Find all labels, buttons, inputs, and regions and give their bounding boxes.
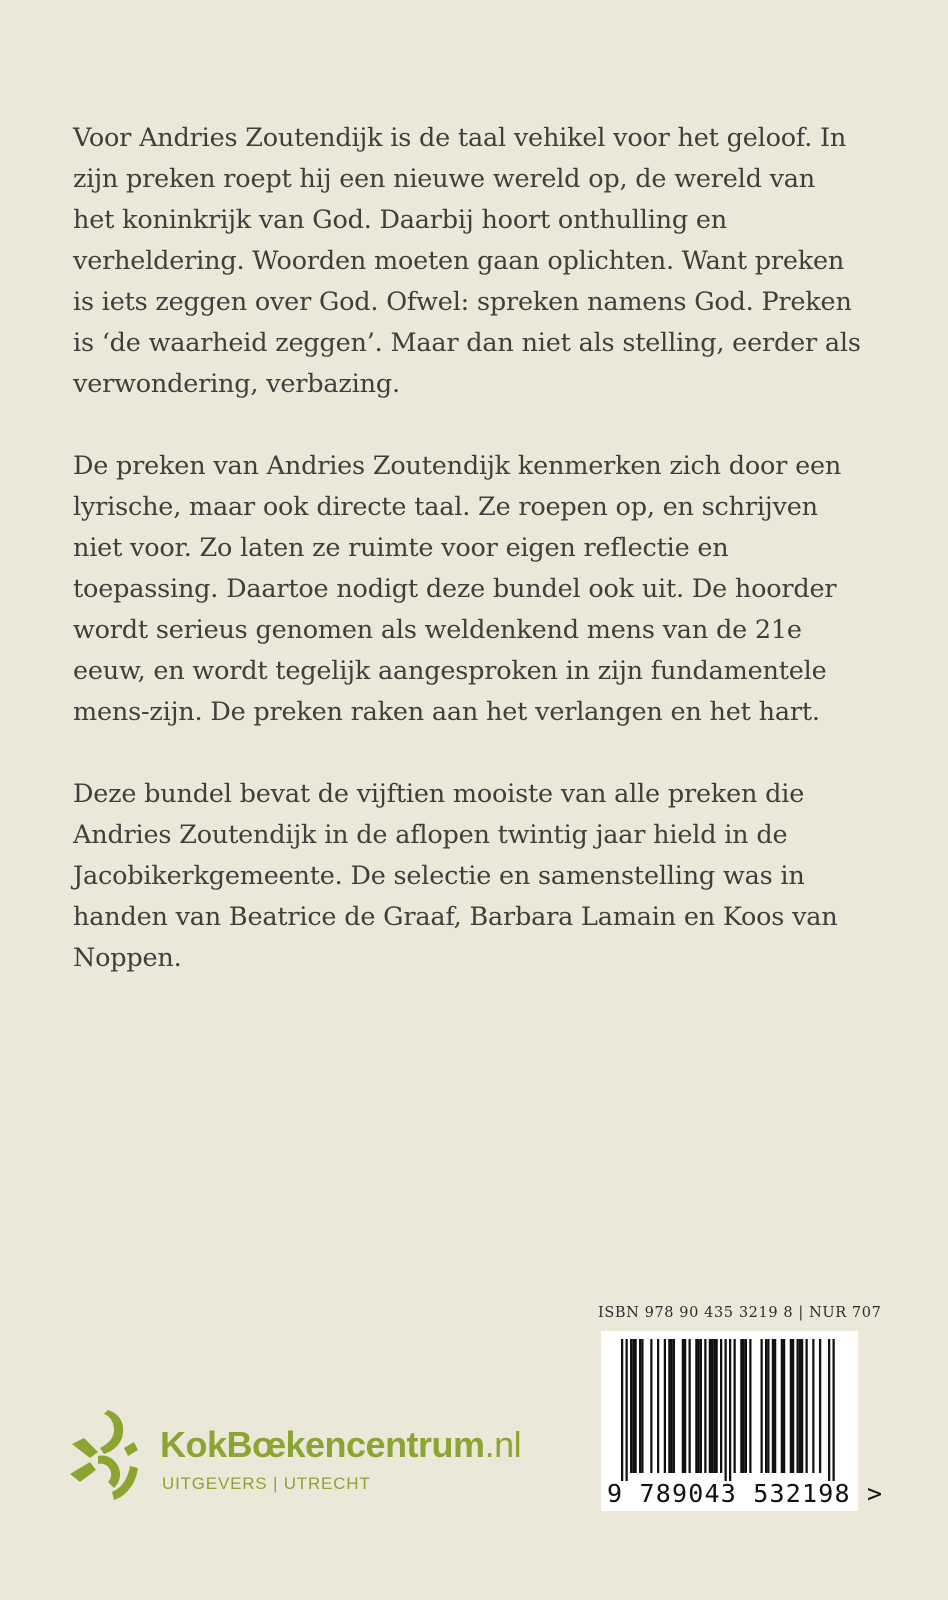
barcode-bar — [650, 1339, 652, 1473]
barcode-bar — [799, 1339, 801, 1473]
blurb-paragraph-2: De preken van Andries Zoutendijk kenmerken zich door een lyrische, maar ook directe taal. Ze roepen op, en schrijven niet voor. Zo laten ze ruimte voor eigen reflectie en toepassing. Daartoe nodigt deze bundel ook uit. De hoorder wordt serieus genomen als weldenkend mens van de 21e eeuw, en wordt tegelijk aangesproken in zijn fundamentele mens-zijn. De preken raken aan het verlangen en het hart. — [73, 451, 842, 727]
barcode-bar — [668, 1339, 670, 1473]
blurb-paragraph-1: Voor Andries Zoutendijk is de taal vehikel voor het geloof. In zijn preken roept hij een nieuwe wereld op, de wereld van het koninkrijk van God. Daarbij hoort onthulling en verheldering. Woorden moeten gaan oplichten. Want preken is iets zeggen over God. Ofwel: spreken namens God. Preken is ‘de waarheid zeggen’. Maar dan niet als stelling, eerder als verwondering, verbazing. — [73, 123, 861, 399]
barcode-bar — [772, 1339, 774, 1473]
barcode-bar — [767, 1339, 769, 1473]
barcode-bar — [792, 1339, 794, 1473]
publisher-name-main: KokBœkencentrum — [160, 1424, 485, 1465]
barcode-bar — [689, 1339, 691, 1473]
barcode-digits: 9 789043 532198 > — [607, 1479, 884, 1508]
blurb-paragraph-3: Deze bundel bevat de vijftien mooiste van alle preken die Andries Zoutendijk in de aflopen twintig jaar hield in de Jacobikerkgemeente. De selectie en samenstelling was in handen van Beatrice de Graaf, Barbara Lamain en Koos van Noppen. — [73, 779, 838, 973]
barcode-bar — [828, 1339, 830, 1481]
barcode-bar — [682, 1339, 684, 1473]
barcode-bar — [833, 1339, 835, 1481]
barcode-bar — [711, 1339, 713, 1473]
barcode-bar — [641, 1339, 643, 1473]
publisher-name-tld: .nl — [484, 1424, 522, 1465]
barcode — [601, 1331, 884, 1511]
publisher-name — [160, 1424, 521, 1466]
barcode-bar — [790, 1339, 792, 1473]
barcode-bar — [765, 1339, 767, 1473]
barcode-bar — [774, 1339, 776, 1473]
barcode-bar — [632, 1339, 634, 1473]
publisher-logo — [68, 1408, 578, 1513]
back-cover-blurb — [73, 118, 863, 1020]
barcode-bar — [783, 1339, 785, 1473]
barcode-bar — [700, 1339, 702, 1473]
barcode-bar — [621, 1339, 623, 1481]
barcode-bar — [716, 1339, 718, 1473]
barcode-bar — [729, 1339, 731, 1481]
barcode-bar — [673, 1339, 675, 1473]
isbn-line: ISBN 978 90 435 3219 8 | NUR 707 — [598, 1305, 882, 1321]
barcode-bar — [801, 1339, 803, 1473]
barcode-bar — [734, 1339, 736, 1473]
barcode-bar — [684, 1339, 686, 1473]
barcode-bar — [819, 1339, 821, 1473]
barcode-bar — [725, 1339, 727, 1481]
barcode-bar — [639, 1339, 641, 1473]
barcode-bar — [749, 1339, 751, 1473]
barcode-bar — [626, 1339, 628, 1481]
barcode-bar — [713, 1339, 715, 1473]
publisher-subtitle: UITGEVERS | UTRECHT — [162, 1474, 371, 1493]
barcode-bar — [743, 1339, 745, 1473]
kokboekencentrum-logo-icon — [68, 1408, 140, 1504]
barcode-bar — [698, 1339, 700, 1473]
barcode-bar — [695, 1339, 697, 1473]
barcode-bar — [745, 1339, 747, 1473]
barcode-bar — [740, 1339, 742, 1473]
barcode-bar — [781, 1339, 783, 1473]
barcode-bar — [806, 1339, 808, 1473]
barcode-bar — [630, 1339, 632, 1473]
barcode-bar — [635, 1339, 637, 1473]
barcode-bar — [671, 1339, 673, 1473]
barcode-bar — [664, 1339, 666, 1473]
barcode-bar — [812, 1339, 814, 1473]
barcode-bar — [709, 1339, 711, 1473]
barcode-bar — [761, 1339, 763, 1473]
barcode-bar — [657, 1339, 659, 1473]
barcode-bar — [720, 1339, 722, 1473]
barcode-bar — [704, 1339, 706, 1473]
barcode-bar — [797, 1339, 799, 1473]
